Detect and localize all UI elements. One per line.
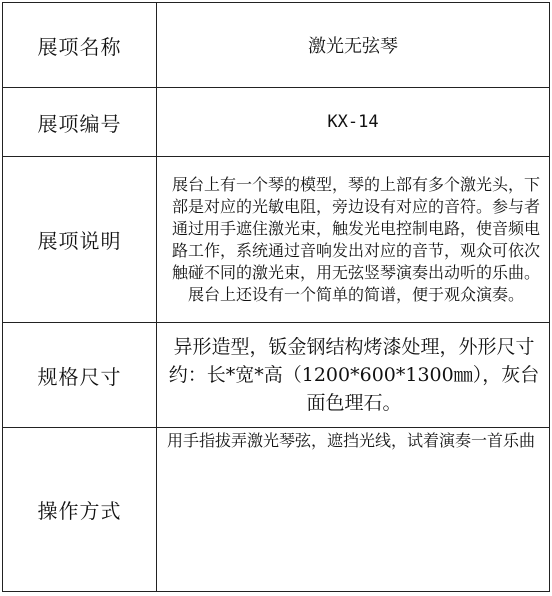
row-exhibit-name <box>3 3 550 88</box>
value-exhibit-name-cell <box>157 3 550 88</box>
label-exhibit-description: 展项说明 <box>3 157 157 323</box>
value-operation-cell <box>157 428 550 592</box>
exhibit-spec-table <box>2 2 550 592</box>
label-exhibit-name: 展项名称 <box>3 3 157 88</box>
value-exhibit-name: 激光无弦琴 <box>308 36 398 57</box>
value-operation: 用手指拔弄激光琴弦，遮挡光线，试着演奏一首乐曲 <box>167 431 536 450</box>
label-specification: 规格尺寸 <box>3 323 157 428</box>
value-exhibit-code: KX-14 <box>327 112 379 132</box>
row-specification <box>3 323 550 428</box>
value-exhibit-description: 展台上有一个琴的模型，琴的上部有多个激光头，下部是对应的光敏电阻，旁边设有对应的音符。参与者通过用手遮住激光束，触发光电控制电路，使音频电路工作，系统通过音响发出对应的音节，观众可依次触碰不同的激光束，用无弦竖琴演奏出动听的乐曲。展台上还设有一个简单的简谱，便于观众演奏。 <box>171 174 540 304</box>
value-specification: 异形造型，钣金钢结构烤漆处理，外形尺寸约：长*宽*高（1200*600*1300㎜），灰台面色理石。 <box>168 336 540 414</box>
label-exhibit-code: 展项编号 <box>3 88 157 157</box>
label-operation: 操作方式 <box>3 428 157 592</box>
value-specification-cell <box>157 323 550 428</box>
row-exhibit-description <box>3 157 550 323</box>
row-operation <box>3 428 550 592</box>
value-exhibit-description-cell <box>157 157 550 323</box>
value-exhibit-code-cell <box>157 88 550 157</box>
row-exhibit-code <box>3 88 550 157</box>
